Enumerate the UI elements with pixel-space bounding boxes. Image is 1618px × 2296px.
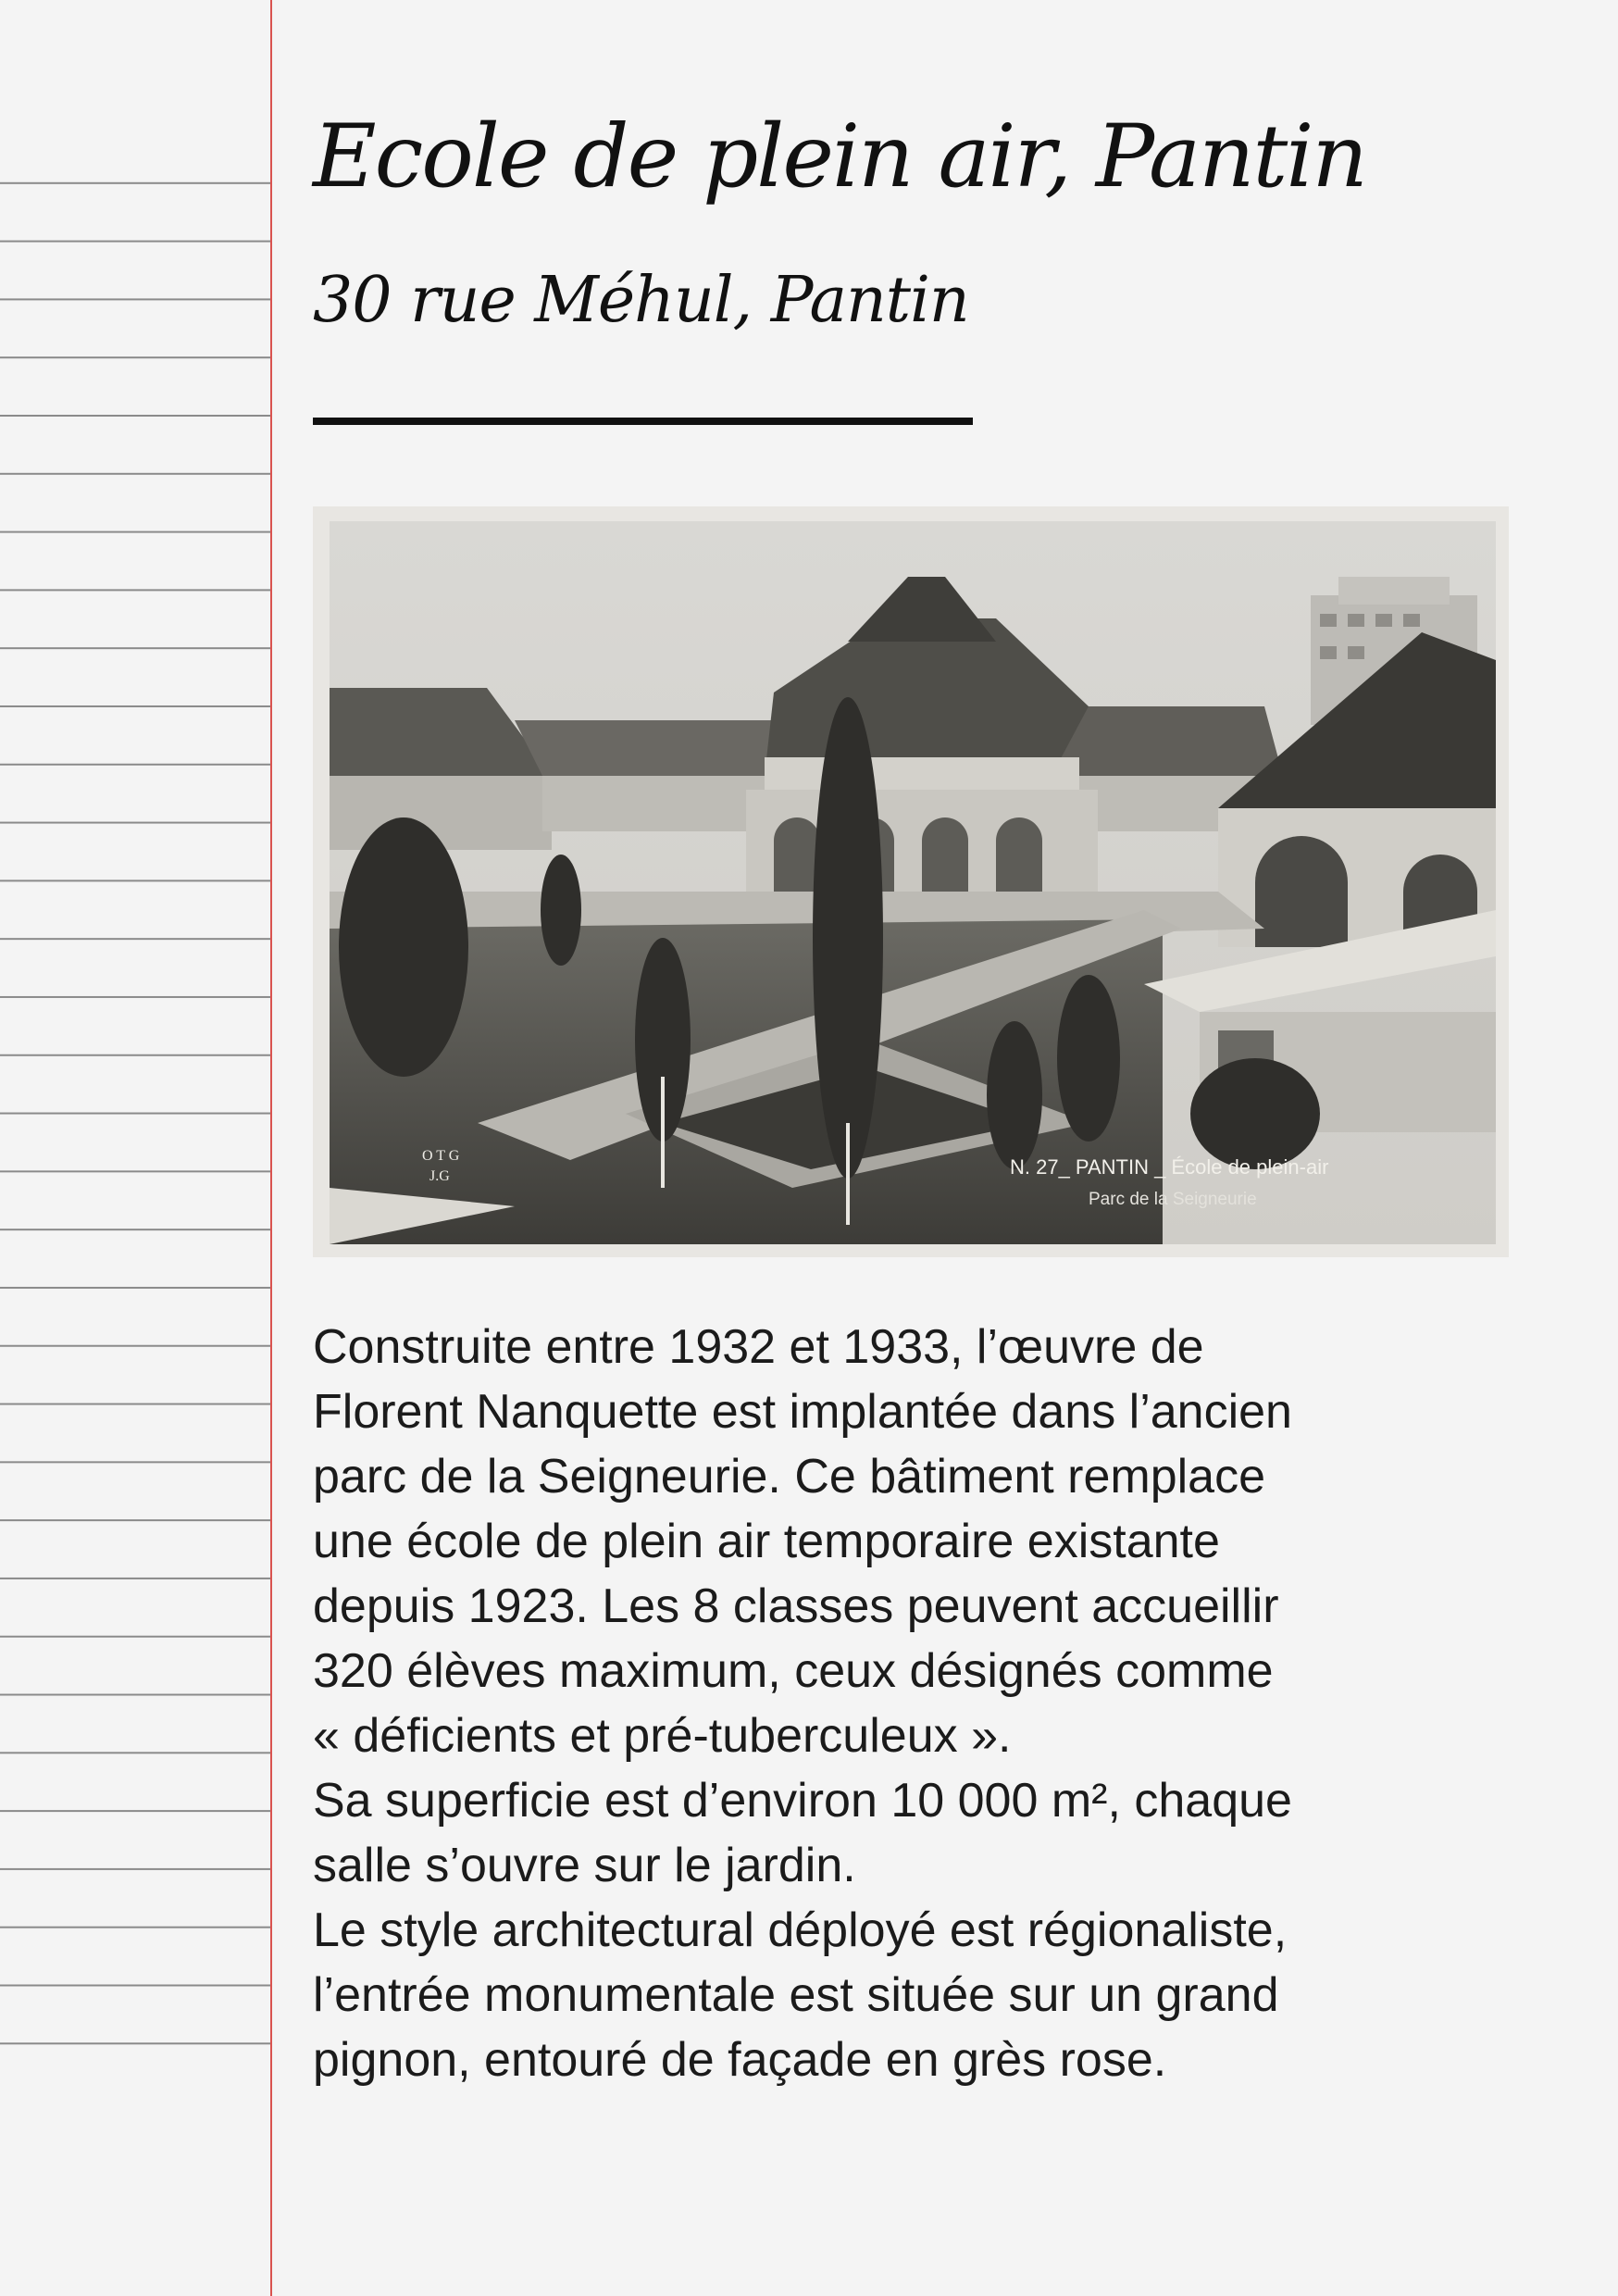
photo-monogram-bottom: J.G <box>429 1168 450 1184</box>
description-line: salle s’ouvre sur le jardin. <box>313 1839 856 1892</box>
photo-caption-line2: Parc de la Seigneurie <box>1089 1190 1257 1209</box>
description-line: une école de plein air temporaire existante <box>313 1515 1220 1568</box>
school-postcard-illustration <box>330 521 1496 1244</box>
red-margin-rule <box>270 0 272 2296</box>
description-line: pignon, entouré de façade en grès rose. <box>313 2033 1167 2087</box>
address-subtitle: 30 rue Méhul, Pantin <box>313 264 969 337</box>
description-line: « déficients et pré-tuberculeux ». <box>313 1709 1012 1763</box>
title-underline <box>313 418 973 425</box>
description-line: l’entrée monumentale est située sur un grand <box>313 1968 1279 2022</box>
description-line: Florent Nanquette est implantée dans l’ancien <box>313 1385 1292 1439</box>
description-line: Sa superficie est d’environ 10 000 m², chaque <box>313 1774 1292 1828</box>
page-title: Ecole de plein air, Pantin <box>313 106 1366 207</box>
photo-monogram-top: O T G <box>422 1148 460 1164</box>
description-text <box>313 1315 1535 2092</box>
description-line: parc de la Seigneurie. Ce bâtiment remplace <box>313 1450 1266 1504</box>
historic-photo <box>313 506 1509 1257</box>
notebook-margin-lines <box>0 0 270 2296</box>
description-line: 320 élèves maximum, ceux désignés comme <box>313 1644 1274 1698</box>
description-line: depuis 1923. Les 8 classes peuvent accueillir <box>313 1579 1279 1633</box>
photo-caption-line1: N. 27_ PANTIN _ École de plein-air <box>1010 1155 1329 1179</box>
description-line: Construite entre 1932 et 1933, l’œuvre de <box>313 1320 1204 1374</box>
description-line: Le style architectural déployé est régionaliste, <box>313 1903 1288 1957</box>
